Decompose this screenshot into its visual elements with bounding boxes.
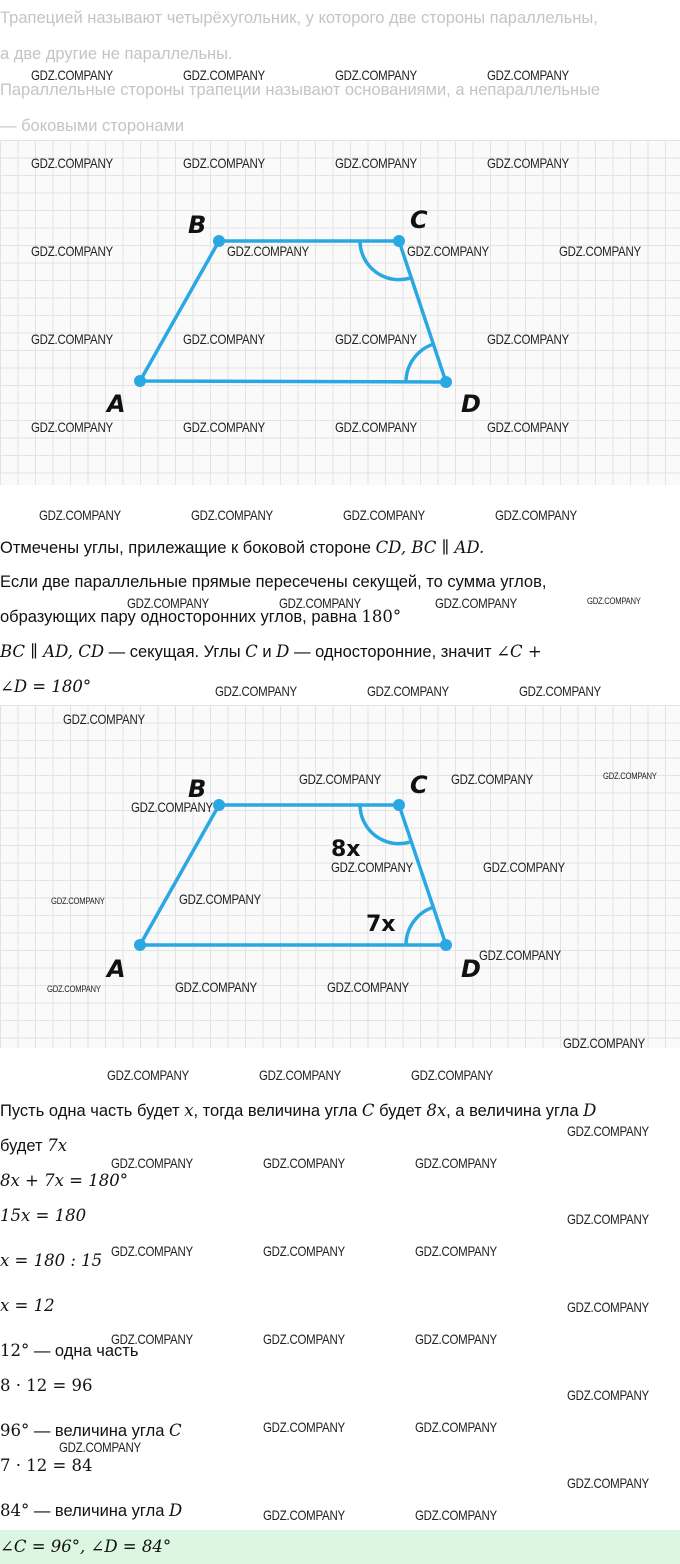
trapezoid-figure-2 <box>0 705 680 1048</box>
watermark-text: GDZ.COMPANY <box>567 1299 649 1315</box>
watermark-text: GDZ.COMPANY <box>567 1387 649 1403</box>
watermark-text: GDZ.COMPANY <box>487 331 569 347</box>
watermark-text: GDZ.COMPANY <box>407 243 489 259</box>
watermark-text: GDZ.COMPANY <box>415 1155 497 1171</box>
watermark-text: GDZ.COMPANY <box>451 771 533 787</box>
watermark-text: GDZ.COMPANY <box>495 507 577 523</box>
label-d-2: D <box>461 955 481 983</box>
watermark-text: GDZ.COMPANY <box>559 243 641 259</box>
watermark-text: GDZ.COMPANY <box>183 67 265 83</box>
watermark-text: GDZ.COMPANY <box>183 331 265 347</box>
equation-divide: x = 180 : 15 <box>0 1251 103 1270</box>
watermark-text: GDZ.COMPANY <box>215 683 297 699</box>
watermark-text: GDZ.COMPANY <box>31 419 113 435</box>
watermark-text: GDZ.COMPANY <box>415 1419 497 1435</box>
trapezoid-outline-2 <box>140 805 446 945</box>
equation-sum: 8x + 7x = 180° <box>0 1171 128 1190</box>
solution-line-1: Пусть одна часть будет x, тогда величина угла C будет 8x, а величина угла D <box>0 1101 597 1120</box>
watermark-text: GDZ.COMPANY <box>343 507 425 523</box>
vertex-b-2 <box>213 799 225 811</box>
watermark-text: GDZ.COMPANY <box>263 1507 345 1523</box>
vertex-a-1 <box>134 375 146 387</box>
definition-line-4: — боковыми сторонами <box>0 117 185 135</box>
watermark-text: GDZ.COMPANY <box>111 1155 193 1171</box>
watermark-text: GDZ.COMPANY <box>263 1155 345 1171</box>
watermark-text: GDZ.COMPANY <box>31 155 113 171</box>
label-b-1: B <box>188 211 207 239</box>
watermark-text: GDZ.COMPANY <box>587 596 641 606</box>
vertex-c-1 <box>393 235 405 247</box>
answer-box <box>0 1530 680 1564</box>
angle-c-value: 8x <box>331 837 361 862</box>
watermark-text: GDZ.COMPANY <box>227 243 309 259</box>
watermark-text: GDZ.COMPANY <box>183 155 265 171</box>
equation-angle-c: 8 · 12 = 96 <box>0 1376 93 1395</box>
watermark-text: GDZ.COMPANY <box>563 1035 645 1051</box>
watermark-text: GDZ.COMPANY <box>415 1243 497 1259</box>
watermark-text: GDZ.COMPANY <box>263 1243 345 1259</box>
watermark-text: GDZ.COMPANY <box>299 771 381 787</box>
label-a-1: A <box>107 390 126 418</box>
watermark-text: GDZ.COMPANY <box>47 984 101 994</box>
watermark-text: GDZ.COMPANY <box>479 947 561 963</box>
label-b-2: B <box>188 775 207 803</box>
equation-15x: 15x = 180 <box>0 1206 87 1225</box>
label-c-2: C <box>410 771 428 799</box>
watermark-text: GDZ.COMPANY <box>111 1331 193 1347</box>
angle-d-value: 7x <box>366 912 396 937</box>
watermark-text: GDZ.COMPANY <box>487 419 569 435</box>
label-c-1: C <box>410 206 428 234</box>
final-answer: ∠C = 96°, ∠D = 84° <box>0 1537 172 1556</box>
label-d-1: D <box>461 390 481 418</box>
marked-angles-text: Отмечены углы, прилежащие к боковой стороне CD, BC ∥ AD. <box>0 538 485 557</box>
watermark-text: GDZ.COMPANY <box>335 331 417 347</box>
watermark-text: GDZ.COMPANY <box>51 896 105 906</box>
watermark-text: GDZ.COMPANY <box>63 711 145 727</box>
trapezoid-outline-1 <box>140 241 446 382</box>
watermark-text: GDZ.COMPANY <box>487 155 569 171</box>
label-a-2: A <box>107 955 126 983</box>
watermark-text: GDZ.COMPANY <box>435 595 517 611</box>
watermark-text: GDZ.COMPANY <box>415 1507 497 1523</box>
vertex-d-1 <box>440 376 452 388</box>
watermark-text: GDZ.COMPANY <box>335 155 417 171</box>
definition-line-1: Трапецией называют четырёхугольник, у которого две стороны параллельны, <box>0 9 598 27</box>
watermark-text: GDZ.COMPANY <box>39 507 121 523</box>
definition-line-3: Параллельные стороны трапеции называют основаниями, а непараллельные <box>0 81 601 99</box>
watermark-text: GDZ.COMPANY <box>567 1475 649 1491</box>
watermark-text: GDZ.COMPANY <box>279 595 361 611</box>
watermark-text: GDZ.COMPANY <box>263 1331 345 1347</box>
equation-x: x = 12 <box>0 1296 55 1315</box>
angle-d-arc-2 <box>406 907 433 945</box>
watermark-text: GDZ.COMPANY <box>331 859 413 875</box>
watermark-text: GDZ.COMPANY <box>327 979 409 995</box>
watermark-text: GDZ.COMPANY <box>259 1067 341 1083</box>
watermark-text: GDZ.COMPANY <box>183 419 265 435</box>
watermark-text: GDZ.COMPANY <box>415 1331 497 1347</box>
angle-c-result: 96° — величина угла C <box>0 1421 182 1440</box>
one-part-text: 12° — одна часть <box>0 1341 139 1360</box>
watermark-text: GDZ.COMPANY <box>31 243 113 259</box>
vertex-c-2 <box>393 799 405 811</box>
watermark-text: GDZ.COMPANY <box>107 1067 189 1083</box>
watermark-text: GDZ.COMPANY <box>263 1419 345 1435</box>
watermark-text: GDZ.COMPANY <box>519 683 601 699</box>
watermark-text: GDZ.COMPANY <box>335 67 417 83</box>
watermark-text: GDZ.COMPANY <box>567 1123 649 1139</box>
equation-angle-d: 7 · 12 = 84 <box>0 1456 93 1475</box>
watermark-text: GDZ.COMPANY <box>487 67 569 83</box>
watermark-text: GDZ.COMPANY <box>567 1211 649 1227</box>
watermark-text: GDZ.COMPANY <box>59 1439 141 1455</box>
angle-d-arc-1 <box>406 344 433 382</box>
watermark-text: GDZ.COMPANY <box>127 595 209 611</box>
watermark-text: GDZ.COMPANY <box>483 859 565 875</box>
watermark-text: GDZ.COMPANY <box>131 799 213 815</box>
parallel-rule-line-1: Если две параллельные прямые пересечены секущей, то сумма углов, <box>0 573 547 591</box>
watermark-text: GDZ.COMPANY <box>367 683 449 699</box>
watermark-text: GDZ.COMPANY <box>411 1067 493 1083</box>
vertex-d-2 <box>440 939 452 951</box>
solution-line-2: будет 7x <box>0 1136 68 1155</box>
one-sided-angles-line-2: ∠D = 180° <box>0 677 92 696</box>
one-sided-angles-line-1: BC ∥ AD, CD — секущая. Углы C и D — односторонние, значит ∠C + <box>0 642 542 661</box>
angle-d-result: 84° — величина угла D <box>0 1501 183 1520</box>
watermark-text: GDZ.COMPANY <box>603 771 657 781</box>
vertex-a-2 <box>134 939 146 951</box>
watermark-text: GDZ.COMPANY <box>191 507 273 523</box>
parallel-rule-line-2: образующих пару односторонних углов, равна 180° <box>0 607 402 626</box>
definition-line-2: а две другие не параллельны. <box>0 45 233 63</box>
watermark-text: GDZ.COMPANY <box>111 1243 193 1259</box>
watermark-text: GDZ.COMPANY <box>31 67 113 83</box>
watermark-text: GDZ.COMPANY <box>335 419 417 435</box>
watermark-text: GDZ.COMPANY <box>175 979 257 995</box>
vertex-b-1 <box>213 235 225 247</box>
watermark-text: GDZ.COMPANY <box>179 891 261 907</box>
watermark-text: GDZ.COMPANY <box>31 331 113 347</box>
